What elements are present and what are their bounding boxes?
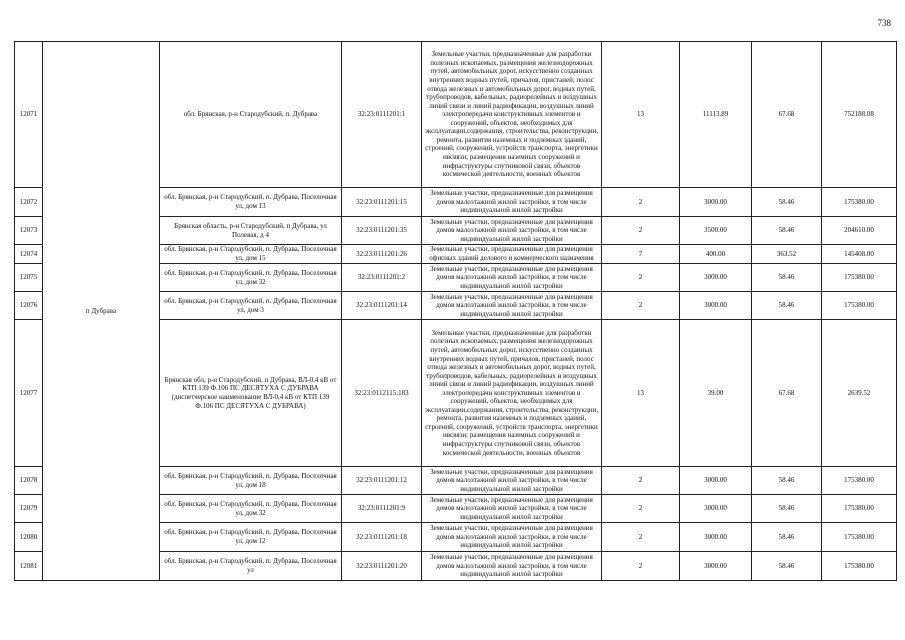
cadastral-value: 175380.00 [822, 552, 897, 581]
row-number: 12081 [15, 552, 43, 581]
permitted-use: Земельные участки, предназначенные для размещения домов малоэтажной жилой застройки, в том числе индивидуальной жилой застройки [422, 217, 602, 245]
permitted-use: Земельные участки, предназначенные для размещения офисных зданий делового и коммерческого назначения [422, 245, 602, 264]
use-group: 2 [602, 523, 680, 552]
cadastral-number: 32:23:0111201:35 [342, 217, 422, 245]
cadastral-value: 752188.08 [822, 42, 897, 188]
use-group: 2 [602, 292, 680, 320]
address-cell: обл. Брянская, р-н Стародубский, п. Дубрава, Поселочная ул, дом 18 [160, 467, 342, 495]
use-group: 2 [602, 217, 680, 245]
permitted-use: Земельные участки, предназначенные для размещения домов малоэтажной жилой застройки, в том числе индивидуальной жилой застройки [422, 264, 602, 292]
cadastral-value: 175380.00 [822, 188, 897, 217]
address-cell: обл. Брянская, р-н Стародубский, п. Дубрава [160, 42, 342, 188]
address-cell: обл. Брянская, р-н Стародубский, п. Дубрава, Поселочная ул, дом 3 [160, 292, 342, 320]
address-cell: обл. Брянская, р-н Стародубский, п. Дубрава, Поселочная ул, дом 15 [160, 245, 342, 264]
row-number: 12077 [15, 320, 43, 467]
rate-cell: 67.68 [752, 42, 822, 188]
cadastral-value: 2639.52 [822, 320, 897, 467]
use-group: 2 [602, 467, 680, 495]
area-cell: 11113.89 [680, 42, 752, 188]
cadastral-value: 175380.00 [822, 467, 897, 495]
row-number: 12073 [15, 217, 43, 245]
use-group: 2 [602, 264, 680, 292]
permitted-use: Земельные участки, предназначенные для размещения домов малоэтажной жилой застройки, в том числе индивидуальной жилой застройки [422, 552, 602, 581]
use-group: 7 [602, 245, 680, 264]
cadastral-value-table [14, 41, 897, 581]
permitted-use: Земельные участки, предназначенные для разработки полезных ископаемых, размещения железнодорожных путей, автомобильных дорог, искусственно созданных внутренних водных путей, причалов, пристаней, полос отвода железных и автомобильных дорог, водных путей, трубопроводов, кабельных, радиорелейных и воздушных линий связи и линий радиофикации, воздушных линий электропередачи конструктивных элементов и сооружений, объектов, необходимых для эксплуатации,содержания, строительства, реконструкции, ремонта, развития наземных и подземных зданий, строений, сооружений, устройств транспорта, энергетики ивсвязи; размещения наземных сооружений и инфраструктуры спутниковой связи, объектов космической деятельности, военных объектов [422, 42, 602, 188]
rate-cell: 58.46 [752, 292, 822, 320]
rate-cell: 58.46 [752, 495, 822, 523]
address-cell: Брянская обл, р-н Стародубский, п Дубрава, ВЛ-0,4 кВ от КТП 139 Ф.106 ПС ДЕСЯТУХА С ДУБРАВА (диспетчерское наименование ВЛ-0,4 кВ от КТП 139 Ф.106 ПС ДЕСЯТУХА С ДУБРАВА) [160, 320, 342, 467]
permitted-use: Земельные участки, предназначенные для размещения домов малоэтажной жилой застройки, в том числе индивидуальной жилой застройки [422, 523, 602, 552]
cadastral-number: 32:23:0111201:1 [342, 42, 422, 188]
rate-cell: 67.68 [752, 320, 822, 467]
row-number: 12079 [15, 495, 43, 523]
row-number: 12075 [15, 264, 43, 292]
area-cell: 3500.00 [680, 217, 752, 245]
cadastral-value: 175380.00 [822, 292, 897, 320]
cadastral-number: 32:23:0111201:18 [342, 523, 422, 552]
area-cell: 3000.00 [680, 467, 752, 495]
area-cell: 3000.00 [680, 188, 752, 217]
area-cell: 3000.00 [680, 523, 752, 552]
cadastral-number: 32:23:0111201:9 [342, 495, 422, 523]
area-cell: 400.00 [680, 245, 752, 264]
area-cell: 3000.00 [680, 292, 752, 320]
address-cell: обл. Брянская, р-н Стародубский, п. Дубрава, Поселочная ул, дом 32 [160, 495, 342, 523]
permitted-use: Земельные участки, предназначенные для размещения домов малоэтажной жилой застройки, в том числе индивидуальной жилой застройки [422, 188, 602, 217]
locality-cell: п Дубрава [43, 42, 160, 581]
cadastral-number: 32:23:0111201:14 [342, 292, 422, 320]
use-group: 2 [602, 188, 680, 217]
cadastral-value: 145408.00 [822, 245, 897, 264]
row-number: 12076 [15, 292, 43, 320]
area-cell: 3000.00 [680, 264, 752, 292]
rate-cell: 58.46 [752, 217, 822, 245]
area-cell: 39.00 [680, 320, 752, 467]
rate-cell: 58.46 [752, 264, 822, 292]
permitted-use: Земельные участки, предназначенные для размещения домов малоэтажной жилой застройки, в том числе индивидуальной жилой застройки [422, 495, 602, 523]
cadastral-value: 175380.00 [822, 523, 897, 552]
rate-cell: 58.46 [752, 523, 822, 552]
use-group: 2 [602, 495, 680, 523]
address-cell: Брянская область, р-н Стародубский, п Дубрава, ул Полевая, д 4 [160, 217, 342, 245]
row-number: 12072 [15, 188, 43, 217]
use-group: 13 [602, 42, 680, 188]
address-cell: обл. Брянская, р-н Стародубский, п. Дубрава, Поселочная ул, дом 32 [160, 264, 342, 292]
cadastral-number: 32:23:0111201:26 [342, 245, 422, 264]
cadastral-number: 32:23:0111201:20 [342, 552, 422, 581]
row-number: 12074 [15, 245, 43, 264]
cadastral-number: 32:23:0111201:2 [342, 264, 422, 292]
cadastral-number: 32:23:0111201:12 [342, 467, 422, 495]
row-number: 12080 [15, 523, 43, 552]
area-cell: 3000.00 [680, 495, 752, 523]
table-body [15, 42, 897, 581]
cadastral-value: 175380.00 [822, 264, 897, 292]
cadastral-value: 204610.00 [822, 217, 897, 245]
page-number: 738 [877, 18, 891, 28]
permitted-use: Земельные участки, предназначенные для размещения домов малоэтажной жилой застройки, в том числе индивидуальной жилой застройки [422, 467, 602, 495]
rate-cell: 58.46 [752, 552, 822, 581]
address-cell: обл. Брянская, р-н Стародубский, п. Дубрава, Поселочная ул, дом 13 [160, 188, 342, 217]
use-group: 13 [602, 320, 680, 467]
permitted-use: Земельные участки, предназначенные для разработки полезных ископаемых, размещения железнодорожных путей, автомобильных дорог, искусственно созданных внутренних водных путей, причалов, пристаней, полос отвода железных и автомобильных дорог, водных путей, трубопроводов, кабельных, радиорелейных и воздушных линий связи и линий радиофикации, воздушных линий электропередачи конструктивных элементов и сооружений, объектов, необходимых для эксплуатации,содержания, строительства, реконструкции, ремонта, развития наземных и подземных зданий, строений, сооружений, устройств транспорта, энергетики ивсвязи; размещения наземных сооружений и инфраструктуры спутниковой связи, объектов космической деятельности, военных объектов [422, 320, 602, 467]
cadastral-number: 32:23:0111201:15 [342, 188, 422, 217]
table-row [15, 42, 897, 188]
row-number: 12078 [15, 467, 43, 495]
cadastral-value: 175380.00 [822, 495, 897, 523]
row-number: 12071 [15, 42, 43, 188]
address-cell: обл. Брянская, р-н Стародубский, п. Дубрава, Поселочная ул [160, 552, 342, 581]
cadastral-number: 32:23:0112115:183 [342, 320, 422, 467]
address-cell: обл. Брянская, р-н Стародубский, п. Дубрава, Поселочная ул, дом 12 [160, 523, 342, 552]
area-cell: 3000.00 [680, 552, 752, 581]
rate-cell: 58.46 [752, 467, 822, 495]
rate-cell: 58.46 [752, 188, 822, 217]
rate-cell: 363.52 [752, 245, 822, 264]
permitted-use: Земельные участки, предназначенные для размещения домов малоэтажной жилой застройки, в том числе индивидуальной жилой застройки [422, 292, 602, 320]
use-group: 2 [602, 552, 680, 581]
